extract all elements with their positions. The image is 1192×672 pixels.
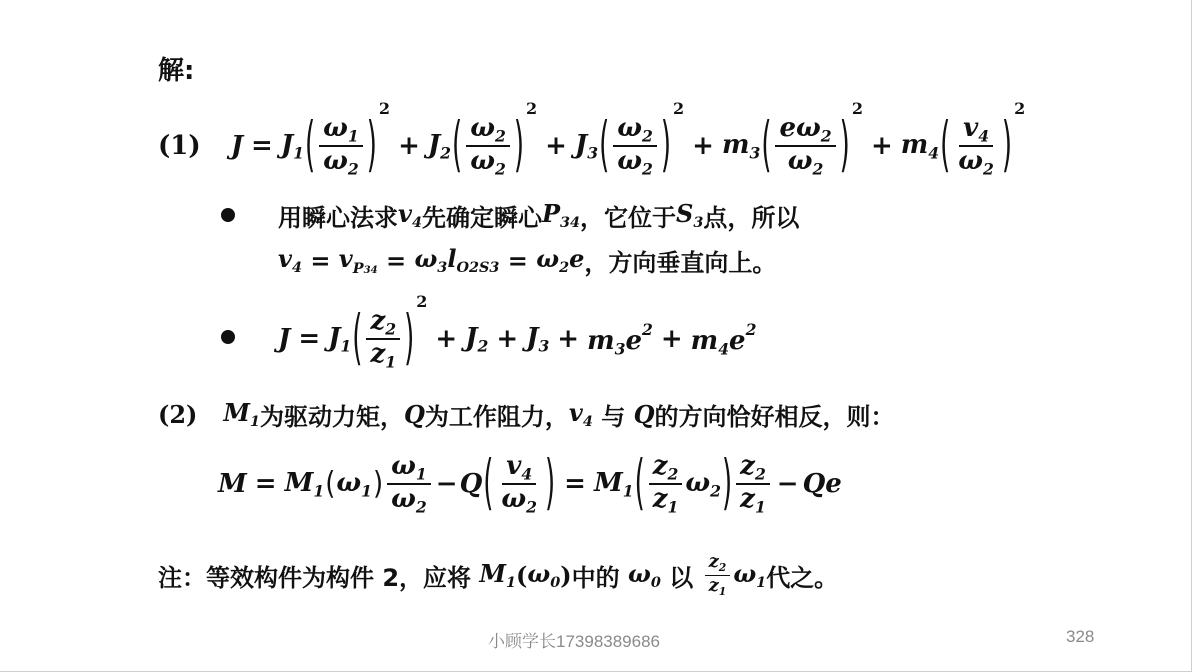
term3-group: ( $\frac{\omega_2}{\omega_2}$ ) 2 <box>599 98 685 181</box>
bullet1-line1: 用瞬心法求 $v_4$ 先确定瞬心 $P_{34}$ ，它位于 $S_3$ 点，所以 <box>278 199 800 232</box>
bullet-2 <box>221 330 235 344</box>
page-number: 328 <box>1066 627 1095 646</box>
watermark-text: 小顾学长17398389686 <box>488 632 661 651</box>
term1-coef: $J_1$ <box>280 129 304 163</box>
term1-group: ( $\frac{\omega_1}{\omega_2}$ ) 2 <box>304 98 391 181</box>
term2-coef: $J_2$ <box>427 129 452 163</box>
bullet2-group: ( $\frac{z_2}{z_1}$ ) 2 <box>352 291 428 374</box>
note-line: 注：等效构件为构件 2，应将 $M_1$ ( $\omega_0$ ) 中的 $\omega_0$ 以 $\frac{z_2}{z_1}$ $\omega_1$ 代之。 <box>158 551 839 598</box>
term4-coef: $m_3$ <box>721 129 761 163</box>
bullet1-line2: $v_4$ = $v_{P34}$ = $\omega_3$ $l_{O2S3}$ = $\omega_2e$ ，方向垂直向上。 <box>278 244 777 277</box>
term4-group: ( $\frac{e\omega_2}{\omega_2}$ ) 2 <box>761 98 863 181</box>
bullet-1 <box>221 208 235 222</box>
part1-J: J <box>230 131 244 161</box>
heading-text: 解: <box>158 56 195 86</box>
term2-group: ( $\frac{\omega_2}{\omega_2}$ ) 2 <box>452 98 538 181</box>
term5-coef: $m_4$ <box>900 129 940 163</box>
term3-coef: $J_3$ <box>574 129 599 163</box>
bullet2-equation: J = $J_1$ ( $\frac{z_2}{z_1}$ ) 2 + $J_2$ + $J_3$ + $m_3e^2$ + $m_4e^2$ <box>278 291 757 374</box>
part2-text: (2) $M_1$ 为驱动力矩， Q 为工作阻力， $v_4$ 与 Q 的方向恰好相反，则： <box>158 398 895 431</box>
part1-equation: (1) J = $J_1$ ( $\frac{\omega_1}{\omega_2}$ ) 2 + $J_2$ ( $\frac{\omega_2}{\omega_2}$ ) 2 + $J_3$ ( $\frac{\omega_2}{\omega_2}$ ) 2 + $m_3$ ( $\frac{e\omega_2}{\omega_2}$ ) 2 + $m_4$ ( $\frac{v_4}{\omega_2}$ ) 2 <box>158 98 1026 181</box>
part2-equation: M = $M_1$ ( $\omega_1$ ) $\frac{\omega_1}{\omega_2}$ − Q ( $\frac{v_4}{\omega_2}$ ) = $M_1$ ( $\frac{z_2}{z_1}$ $\omega_2$ ) $\frac{z_2}{z_1}$ − Qe <box>218 449 842 519</box>
solution-heading <box>158 50 194 87</box>
part1-eq: = <box>251 131 273 161</box>
part1-label: (1) <box>158 131 201 161</box>
term5-group: ( $\frac{v_4}{\omega_2}$ ) 2 <box>940 98 1026 181</box>
